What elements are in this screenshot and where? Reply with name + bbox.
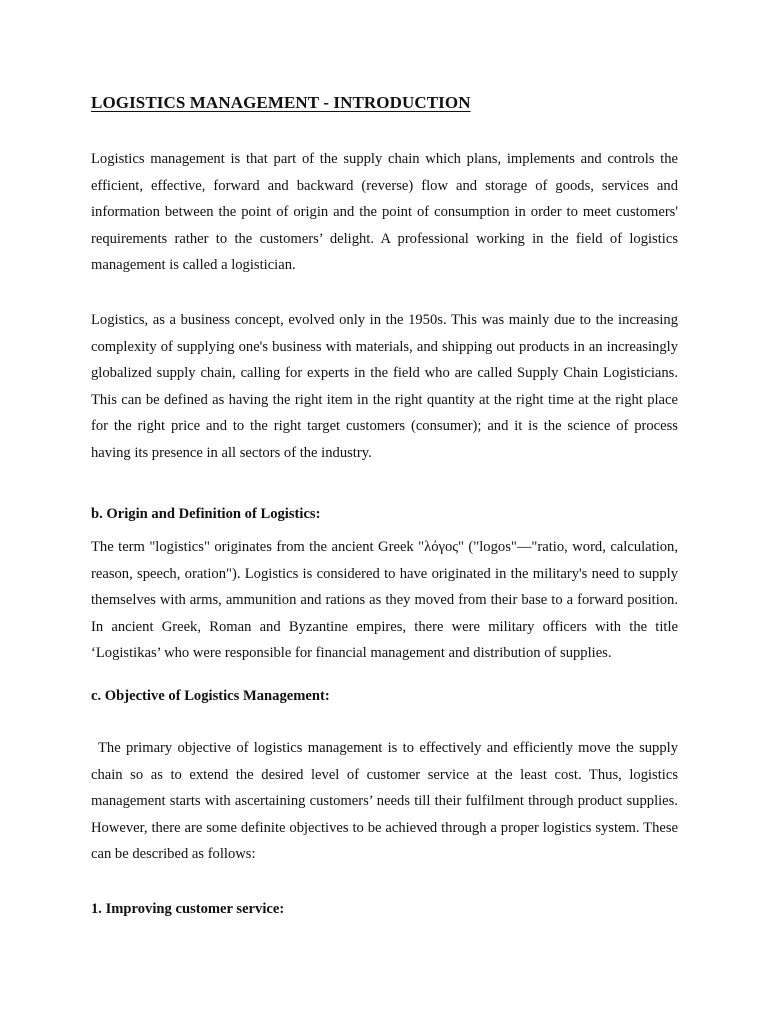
- business-concept-paragraph: Logistics, as a business concept, evolved only in the 1950s. This was mainly due to the increasing complexity of supplying one's business with materials, and shipping out products in an increasingly globalized supply chain, calling for experts in the field who are called Supply Chain Logisticians. This can be defined as having the right item in the right quantity at the right time at the right place for the right price and to the right target customers (consumer); and it is the science of process having its presence in all sectors of the industry.: [91, 312, 678, 461]
- origin-definition-heading: b. Origin and Definition of Logistics:: [91, 506, 321, 522]
- improving-customer-service-heading: 1. Improving customer service:: [91, 901, 285, 917]
- origin-definition-paragraph: The term "logistics" originates from the ancient Greek "λόγος" ("logos"—"ratio, word, calculation, reason, speech, oration"). Logistics is considered to have originated in the military's need to supply themselves with arms, ammunition and rations as they moved from their base to a forward position. In ancient Greek, Roman and Byzantine empires, there were military officers with the title ‘Logistikas’ who were responsible for financial management and distribution of supplies.: [91, 539, 678, 662]
- objective-paragraph: The primary objective of logistics management is to effectively and efficiently move the supply chain so as to extend the desired level of customer service at the least cost. Thus, logistics management starts with ascertaining customers’ needs till their fulfilment through product supplies. However, there are some definite objectives to be achieved through a proper logistics system. These can be described as follows:: [91, 740, 678, 863]
- objective-heading: c. Objective of Logistics Management:: [91, 688, 330, 704]
- intro-paragraph: Logistics management is that part of the supply chain which plans, implements and controls the efficient, effective, forward and backward (reverse) flow and storage of goods, services and information between the point of origin and the point of consumption in order to meet customers' requirements rather to the customers’ delight. A professional working in the field of logistics management is called a logistician.: [91, 151, 678, 274]
- document-title: LOGISTICS MANAGEMENT - INTRODUCTION: [91, 93, 471, 112]
